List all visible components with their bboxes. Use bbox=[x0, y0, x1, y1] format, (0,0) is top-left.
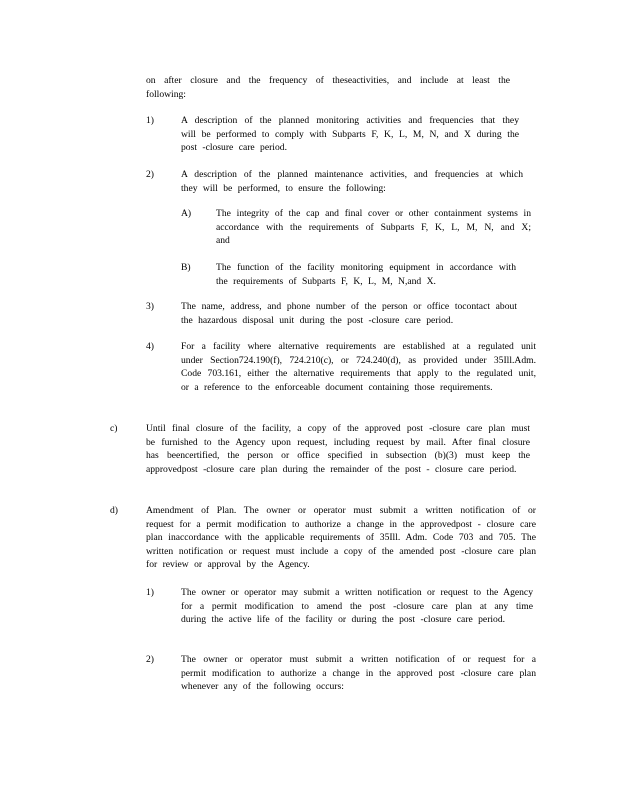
item-d2-label: 2) bbox=[146, 654, 154, 665]
item-3-label: 3) bbox=[146, 301, 154, 312]
item-2b-label: B) bbox=[181, 262, 191, 273]
item-2a-text: The integrity of the cap and final cover or other containment systems in accordance with the requirements of Subparts F, K, L, M, N, and X; and bbox=[216, 208, 531, 247]
section-c-label: c) bbox=[110, 423, 118, 434]
item-d1-text: The owner or operator may submit a written notification or request to the Agency for a permit modification to amend the post -closure care plan at any time during the active life of the facility or during the post -closure care period. bbox=[181, 587, 533, 626]
item-4-text: For a facility where alternative requirements are established at a regulated unit under Section724.190(f), 724.210(c), or 724.240(d), as provided under 35Ill.Adm. Code 703.161, either the alternative requirements that apply to the regulated unit, or a reference to the enforceable document containing those requirements. bbox=[181, 341, 536, 393]
item-1-text: A description of the planned monitoring activities and frequencies that they will be performed to comply with Subparts F, K, L, M, N, and X during the post -closure care period. bbox=[181, 115, 519, 154]
item-2a-label: A) bbox=[181, 208, 192, 219]
item-1-label: 1) bbox=[146, 115, 154, 126]
item-4-label: 4) bbox=[146, 341, 154, 352]
item-2b-text: The function of the facility monitoring equipment in accordance with the requirements of Subparts F, K, L, M, N,and X. bbox=[216, 262, 516, 287]
section-d-text: Amendment of Plan. The owner or operator must submit a written notification of or request for a permit modification to authorize a change in the approvedpost - closure care plan inaccordance with the applicable requirements of 35Ill. Adm. Code 703 and 705. The written notification or request must include a copy of the amended post -closure care plan for review or approval by the Agency. bbox=[146, 505, 536, 571]
section-c-text: Until final closure of the facility, a copy of the approved post -closure care plan must be furnished to the Agency upon request, including request by mail. After final closure has beencertified, the person or office specified in subsection (b)(3) must keep the approvedpost -closure care plan during the remainder of the post - closure care period. bbox=[146, 423, 530, 475]
item-d2-text: The owner or operator must submit a written notification of or request for a permit modification to authorize a change in the approved post -closure care plan whenever any of the following occurs: bbox=[181, 654, 536, 693]
item-3-text: The name, address, and phone number of the person or office tocontact about the hazardous disposal unit during the post -closure care period. bbox=[181, 301, 517, 326]
item-d1-label: 1) bbox=[146, 587, 154, 598]
section-d-label: d) bbox=[110, 505, 118, 516]
item-2-label: 2) bbox=[146, 169, 154, 180]
intro-paragraph: on after closure and the frequency of theseactivities, and include at least the following: bbox=[146, 75, 510, 100]
item-2-text: A description of the planned maintenance activities, and frequencies at which they will be performed, to ensure the following: bbox=[181, 169, 523, 194]
